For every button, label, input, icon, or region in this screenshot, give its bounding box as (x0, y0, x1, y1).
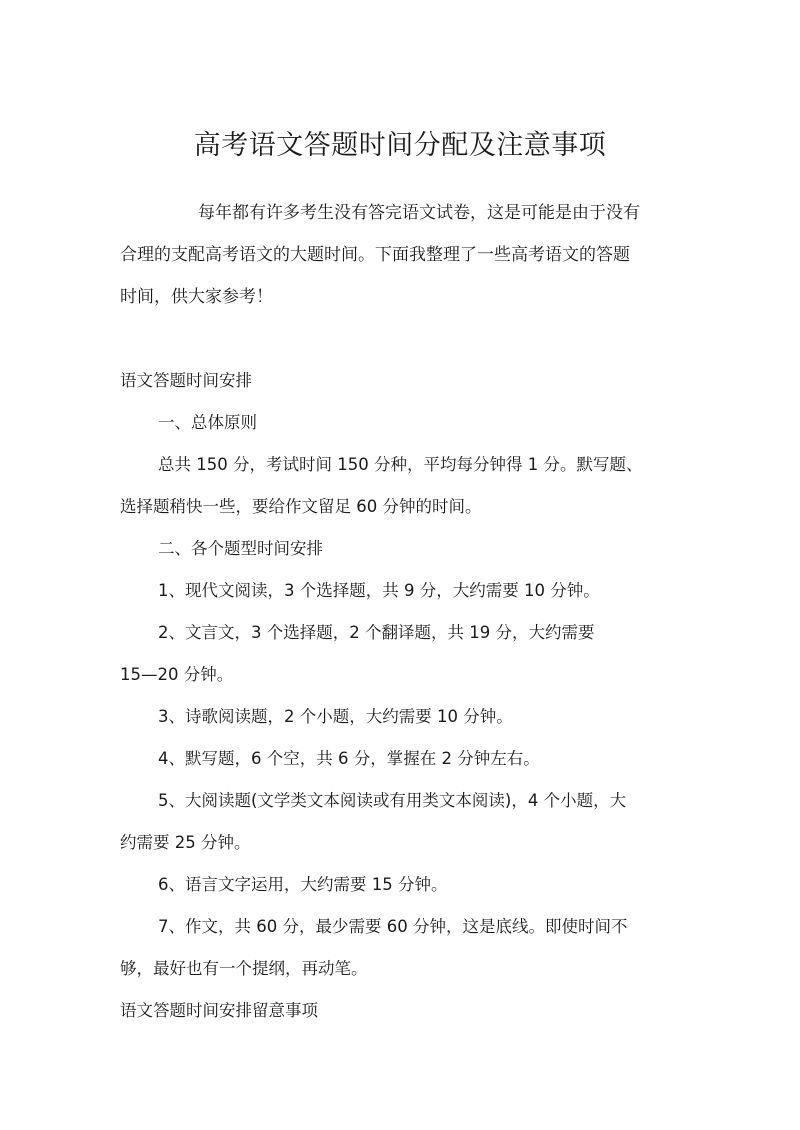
item-7-line-1: 7、作文，共 60 分，最少需要 60 分钟，这是底线。即使时间不 (158, 917, 628, 936)
item-4-line-1: 4、默写题，6 个空，共 6 分，掌握在 2 分钟左右。 (158, 749, 540, 768)
item-3-line-1: 3、诗歌阅读题，2 个小题，大约需要 10 分钟。 (158, 707, 513, 726)
item-1-line-1: 1、现代文阅读，3 个选择题，共 9 分，大约需要 10 分钟。 (158, 581, 600, 600)
item-5-line-1: 5、大阅读题(文学类文本阅读或有用类文本阅读)，4 个小题，大 (158, 791, 627, 810)
intro-line-2: 合理的支配高考语文的大题时间。下面我整理了一些高考语文的答题 (120, 245, 630, 265)
document-title: 高考语文答题时间分配及注意事项 (193, 130, 607, 161)
general-principle-line-1: 总共 150 分，考试时间 150 分种，平均每分钟得 1 分。默写题、 (158, 455, 643, 474)
item-5-line-2: 约需要 25 分钟。 (120, 833, 251, 852)
section1-heading: 语文答题时间安排 (120, 371, 252, 390)
section2-heading: 语文答题时间安排留意事项 (120, 1001, 318, 1020)
item-2-line-1: 2、文言文，3 个选择题，2 个翻译题，共 19 分，大约需要 (158, 623, 595, 642)
question-types-heading: 二、各个题型时间安排 (158, 539, 323, 558)
intro-line-1: 每年都有许多考生没有答完语文试卷，这是可能是由于没有 (198, 203, 640, 223)
general-principle-heading: 一、总体原则 (158, 413, 257, 432)
item-6-line-1: 6、语言文字运用，大约需要 15 分钟。 (158, 875, 448, 894)
item-7-line-2: 够，最好也有一个提纲，再动笔。 (120, 959, 368, 978)
item-2-line-2: 15—20 分钟。 (120, 665, 234, 684)
intro-line-3: 时间，供大家参考！ (120, 287, 273, 307)
general-principle-line-2: 选择题稍快一些，要给作文留足 60 分钟的时间。 (120, 497, 482, 516)
